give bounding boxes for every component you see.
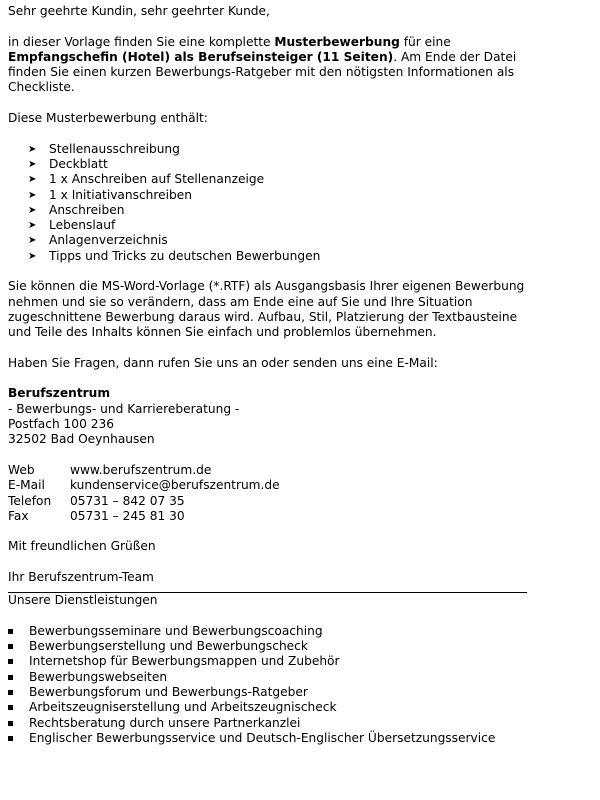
intro-text-2: für eine xyxy=(399,34,451,49)
list-item: ➤ Stellenausschreibung xyxy=(28,141,180,156)
list-item: Rechtsberatung durch unsere Partnerkanzlei xyxy=(8,716,528,731)
address-line-2: 32502 Bad Oeynhausen xyxy=(8,432,155,447)
list-item: ➤ Anlagenverzeichnis xyxy=(28,233,168,248)
arrow-bullet-icon: ➤ xyxy=(28,220,37,232)
list-item: ➤ 1 x Anschreiben auf Stellenanzeige xyxy=(28,172,265,187)
fax-value: 05731 – 245 81 30 xyxy=(70,508,185,523)
company-tagline: - Bewerbungs- und Karriereberatung - xyxy=(8,401,240,416)
address-line-1: Postfach 100 236 xyxy=(8,417,114,432)
arrow-bullet-icon: ➤ xyxy=(28,158,37,170)
company-name: Berufszentrum xyxy=(8,386,111,401)
arrow-bullet-icon: ➤ xyxy=(28,250,37,262)
list-item: ➤ Deckblatt xyxy=(28,156,108,171)
contents-list xyxy=(8,142,528,264)
list-item: ➤ Tipps und Tricks zu deutschen Bewerbungen xyxy=(28,248,321,263)
list-item: ➤ 1 x Initiativanschreiben xyxy=(28,187,192,202)
arrow-bullet-icon: ➤ xyxy=(28,189,37,201)
list-item: Englischer Bewerbungsservice und Deutsch-Englischer Übersetzungsservice xyxy=(8,731,528,746)
signature: Ihr Berufszentrum-Team xyxy=(8,569,154,584)
list-item: Bewerbungswebseiten xyxy=(8,670,528,685)
email-label: E-Mail xyxy=(8,478,45,493)
arrow-bullet-icon: ➤ xyxy=(28,235,37,247)
intro-bold-1: Musterbewerbung xyxy=(274,34,400,49)
intro-text-1: in dieser Vorlage finden Sie eine komplette xyxy=(8,34,275,49)
services-heading: Unsere Dienstleistungen xyxy=(8,593,158,608)
list-item: Arbeitszeugniserstellung und Arbeitszeugnischeck xyxy=(8,700,528,715)
list-item: Bewerbungsforum und Bewerbungs-Ratgeber xyxy=(8,685,528,700)
table-row xyxy=(8,494,280,509)
arrow-bullet-icon: ➤ xyxy=(28,174,37,186)
square-bullet-icon xyxy=(8,736,13,741)
fax-label: Fax xyxy=(8,508,29,523)
table-row xyxy=(8,463,280,478)
company-address xyxy=(8,386,528,447)
square-bullet-icon xyxy=(8,629,13,634)
square-bullet-icon xyxy=(8,721,13,726)
phone-label: Telefon xyxy=(8,493,52,508)
phone-value: 05731 – 842 07 35 xyxy=(70,493,185,508)
list-item: Bewerbungserstellung und Bewerbungscheck xyxy=(8,639,528,654)
contact-table xyxy=(8,463,280,524)
square-bullet-icon xyxy=(8,659,13,664)
closing: Mit freundlichen Grüßen xyxy=(8,539,156,554)
square-bullet-icon xyxy=(8,690,13,695)
square-bullet-icon xyxy=(8,675,13,680)
questions-paragraph: Haben Sie Fragen, dann rufen Sie uns an oder senden uns eine E-Mail: xyxy=(8,355,438,370)
list-item: Bewerbungsseminare und Bewerbungscoaching xyxy=(8,624,528,639)
square-bullet-icon xyxy=(8,705,13,710)
contents-heading: Diese Musterbewerbung enthält: xyxy=(8,111,208,126)
email-value[interactable]: kundenservice@berufszentrum.de xyxy=(70,478,280,493)
intro-text-3: . Am Ende der Datei finden Sie einen kurzen Bewerbungs-Ratgeber mit den nötigsten Informationen als Checkliste. xyxy=(8,49,517,95)
usage-paragraph: Sie können die MS-Word-Vorlage (*.RTF) als Ausgangsbasis Ihrer eigenen Bewerbung nehmen und sie so verändern, dass am Ende eine auf Sie und Ihre Situation zugeschnittene Bewerbung daraus wird. Aufbau, Stil, Platzierung der Textbausteine und Teile des Inhalts können Sie einfach und problemlos übernehmen. xyxy=(8,279,525,340)
greeting: Sehr geehrte Kundin, sehr geehrter Kunde, xyxy=(8,4,270,18)
table-row xyxy=(8,509,280,524)
web-label: Web xyxy=(8,462,35,477)
arrow-bullet-icon: ➤ xyxy=(28,143,37,155)
services-list xyxy=(8,624,528,746)
list-item: Internetshop für Bewerbungsmappen und Zubehör xyxy=(8,654,528,669)
arrow-bullet-icon: ➤ xyxy=(28,204,37,216)
table-row xyxy=(8,478,280,493)
square-bullet-icon xyxy=(8,644,13,649)
document-page xyxy=(8,4,528,746)
intro-bold-2: Empfangschefin (Hotel) als Berufseinsteiger (11 Seiten) xyxy=(8,49,394,64)
web-value[interactable]: www.berufszentrum.de xyxy=(70,462,212,477)
intro-paragraph xyxy=(8,35,528,96)
list-item: ➤ Anschreiben xyxy=(28,202,125,217)
list-item: ➤ Lebenslauf xyxy=(28,218,116,233)
